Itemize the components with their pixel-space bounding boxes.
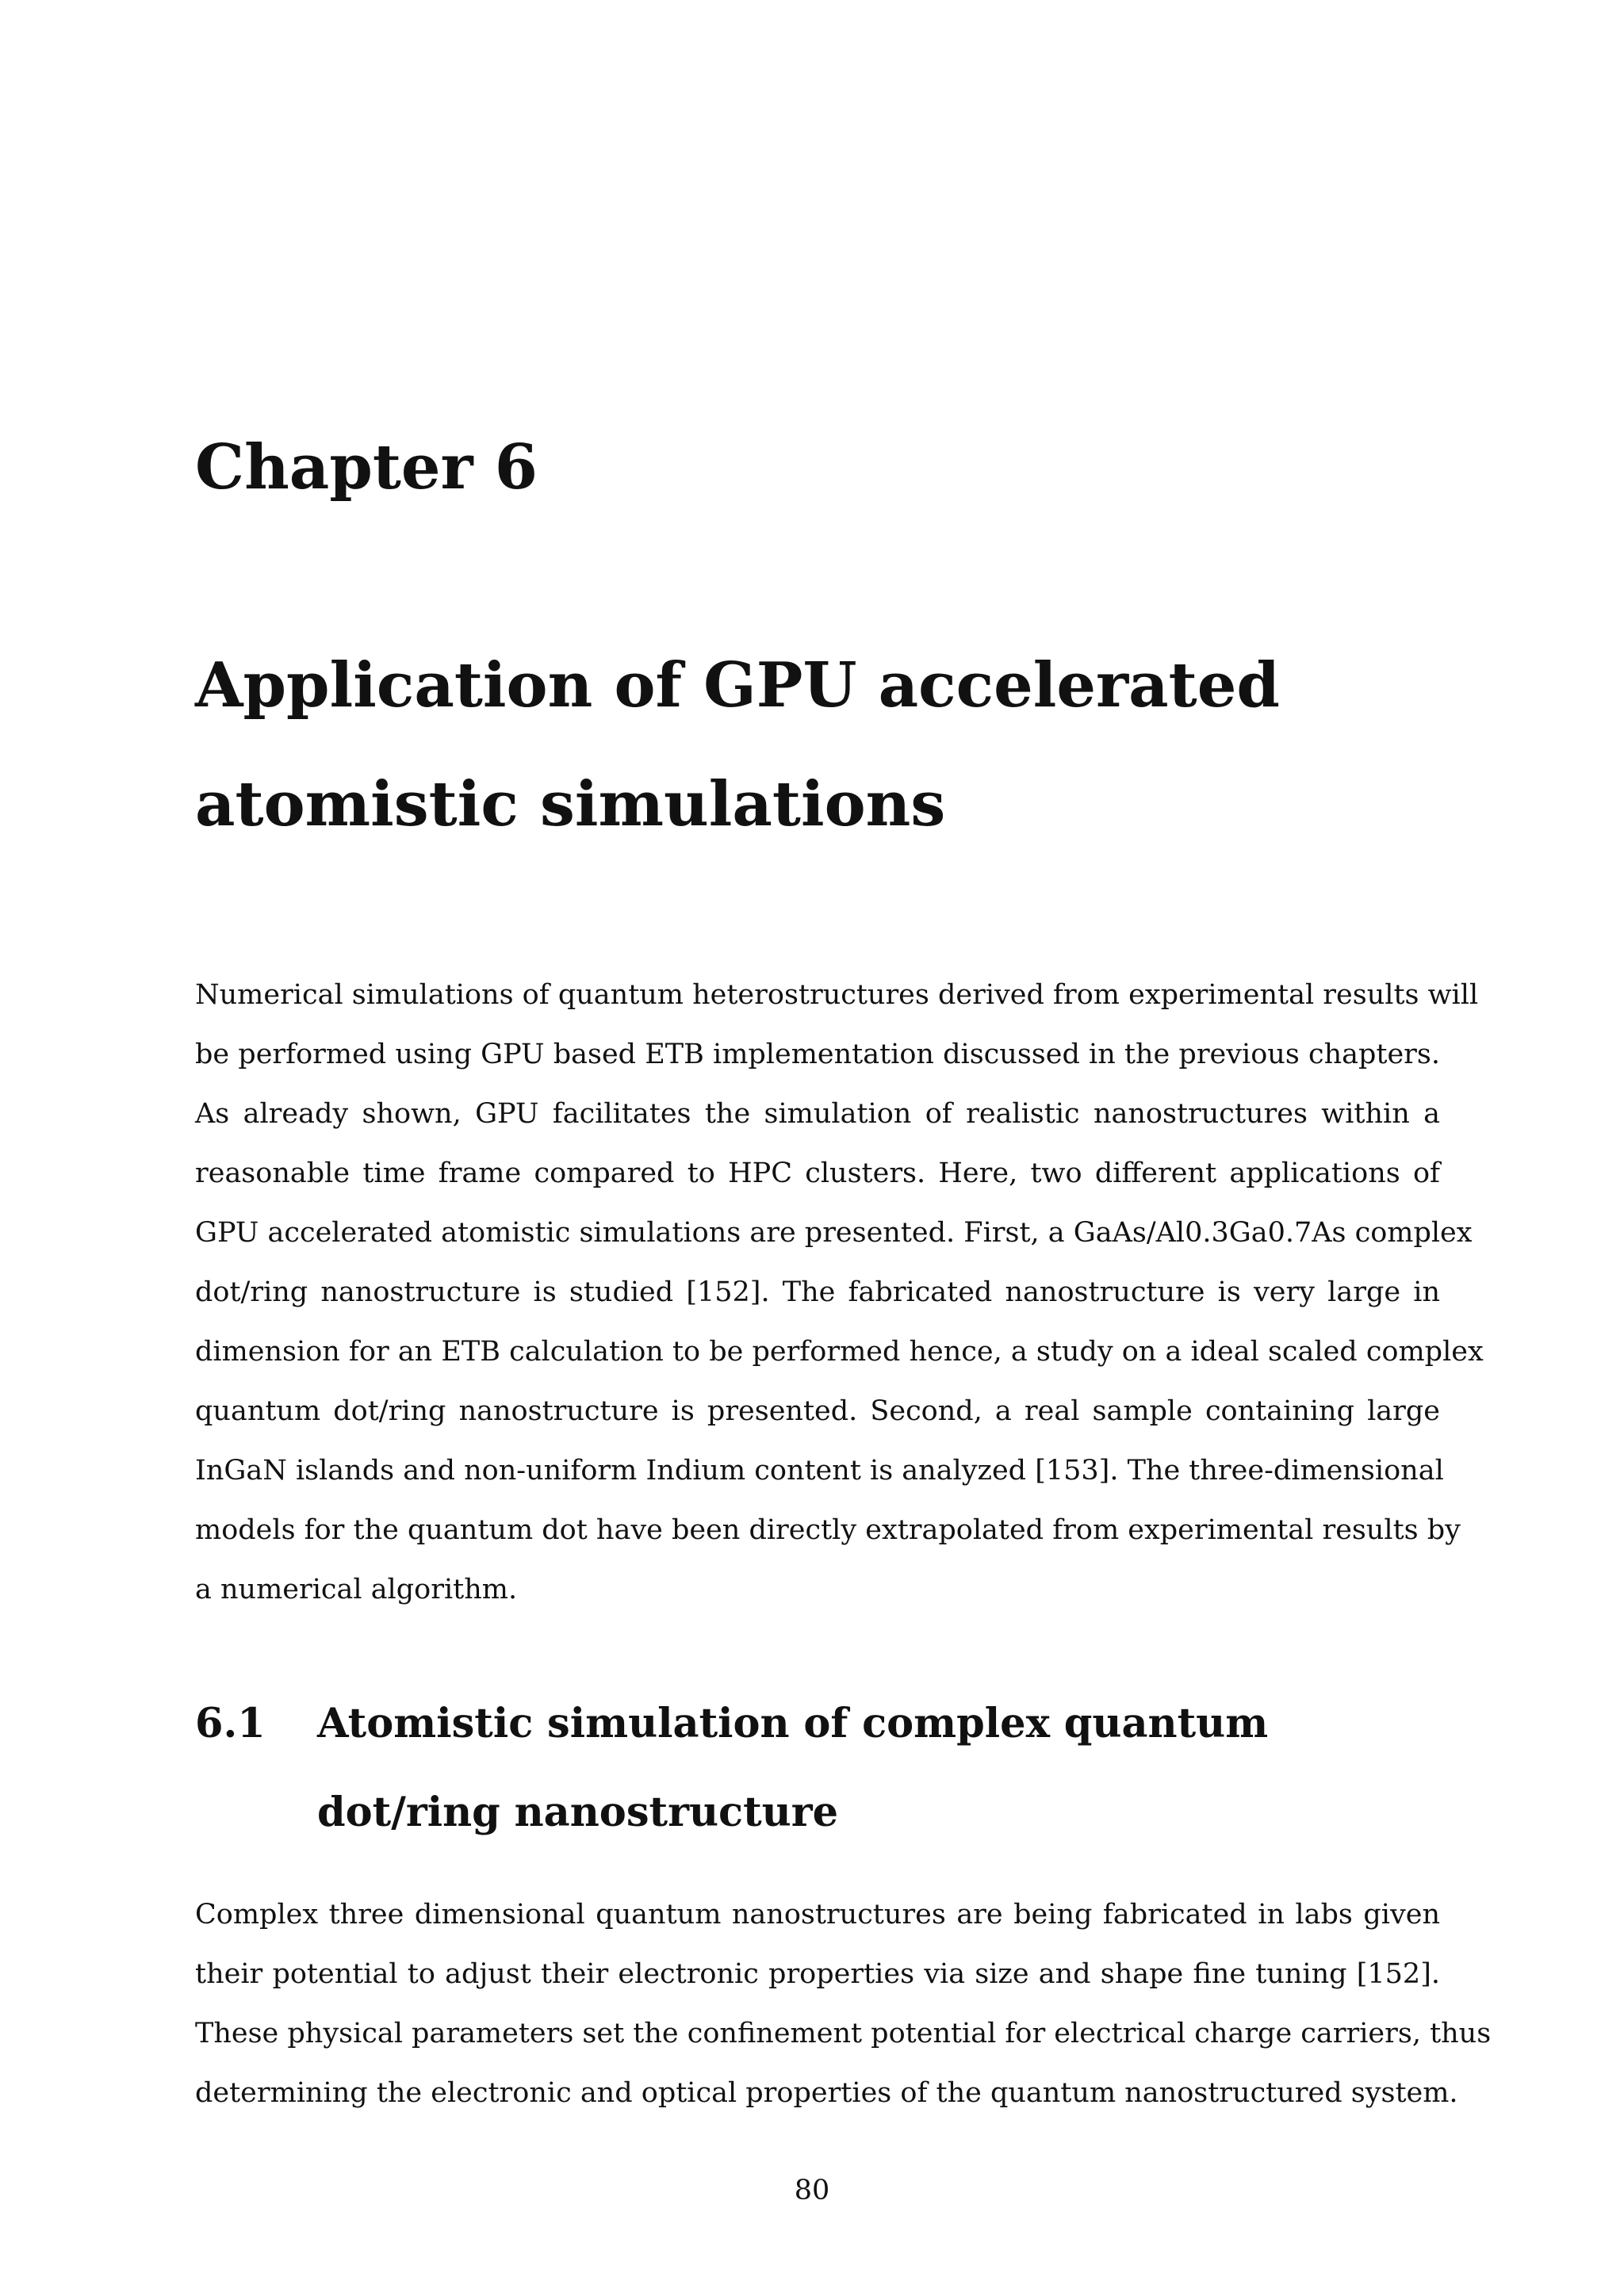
- section-title-line: dot/ring nanostructure: [317, 1789, 839, 1836]
- text-line: dimension for an ETB calculation to be performed hence, a study on a ideal scaled complex: [195, 1336, 1484, 1368]
- section-title-line: Atomistic simulation of complex quantum: [317, 1700, 1269, 1747]
- chapter-title-line: atomistic simulations: [195, 768, 946, 840]
- text-line: reasonable time frame compared to HPC clusters. Here, two different applications of: [195, 1158, 1440, 1189]
- text-line: InGaN islands and non-uniform Indium content is analyzed [153]. The three-dimensional: [195, 1455, 1444, 1487]
- chapter-label: Chapter 6: [195, 431, 538, 503]
- text-line: determining the electronic and optical properties of the quantum nanostructured system.: [195, 2077, 1458, 2109]
- section-number: 6.1: [195, 1700, 266, 1747]
- text-line: Complex three dimensional quantum nanostructures are being fabricated in labs given: [195, 1899, 1440, 1931]
- text-line: These physical parameters set the confinement potential for electrical charge carriers, thus: [195, 2018, 1492, 2049]
- chapter-title: [195, 642, 1280, 880]
- text-line: models for the quantum dot have been directly extrapolated from experimental results by: [195, 1514, 1461, 1546]
- chapter-title-line: Application of GPU accelerated: [195, 649, 1280, 721]
- text-line: GPU accelerated atomistic simulations are presented. First, a GaAs/Al0.3Ga0.7As complex: [195, 1217, 1473, 1249]
- text-line: Numerical simulations of quantum heterostructures derived from experimental results will: [195, 979, 1479, 1011]
- section-title: [317, 1692, 1467, 1869]
- text-line: dot/ring nanostructure is studied [152]. The fabricated nanostructure is very large in: [195, 1276, 1440, 1308]
- text-line: be performed using GPU based ETB implementation discussed in the previous chapters.: [195, 1039, 1440, 1070]
- text-line: quantum dot/ring nanostructure is presented. Second, a real sample containing large: [195, 1395, 1440, 1427]
- page-number: 80: [794, 2175, 830, 2206]
- text-line: a numerical algorithm.: [195, 1574, 518, 1605]
- intro-paragraph: [195, 974, 1484, 1628]
- text-line: their potential to adjust their electronic properties via size and shape fine tuning [152].: [195, 1958, 1440, 1990]
- text-line: As already shown, GPU facilitates the simulation of realistic nanostructures within a: [195, 1098, 1440, 1130]
- section-paragraph: [195, 1894, 1492, 2132]
